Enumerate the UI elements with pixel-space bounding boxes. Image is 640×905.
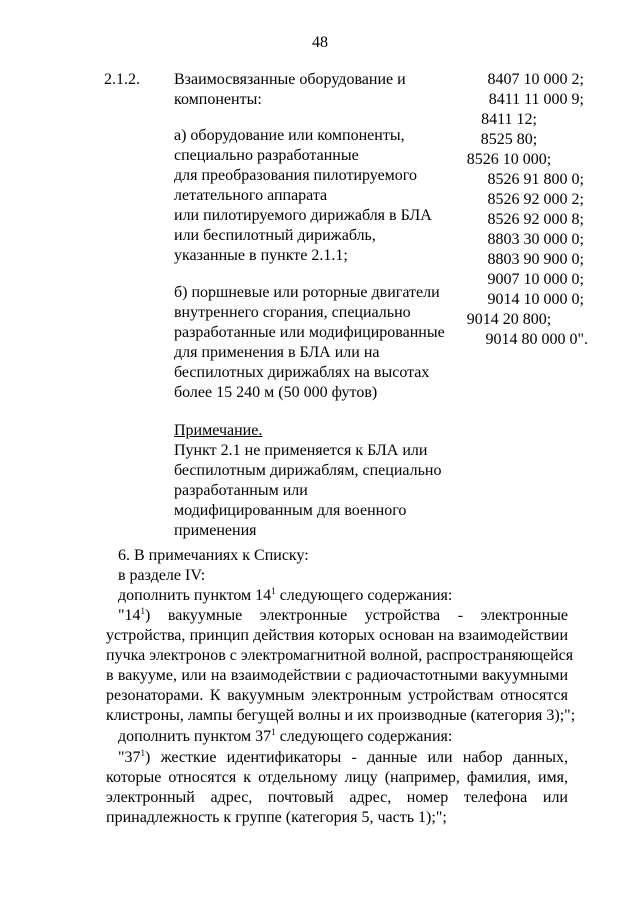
tn-ved-code: 8411 11 000 9; bbox=[488, 91, 584, 108]
tn-ved-code: 8525 80; bbox=[480, 131, 538, 148]
tn-ved-code: 8411 12; bbox=[481, 111, 537, 128]
tn-ved-code: 9014 80 000 0". bbox=[485, 331, 588, 348]
part-b-line: б) поршневые или роторные двигатели bbox=[174, 284, 440, 301]
note-line: разработанным или bbox=[174, 482, 308, 499]
tn-ved-code: 8526 92 000 2; bbox=[487, 191, 584, 208]
tn-ved-code: 8803 30 000 0; bbox=[487, 231, 584, 248]
paragraph-line: которые относятся к отдельному лицу (например, фамилия, имя, bbox=[106, 769, 568, 786]
note-line: Пункт 2.1 не применяется к БЛА или bbox=[174, 442, 428, 459]
amendment-instruction: дополнить пунктом $37^1$ следующего содержания: bbox=[118, 727, 453, 745]
tn-ved-code: 8526 92 000 8; bbox=[487, 211, 584, 228]
part-a-line: специально разработанные bbox=[174, 147, 359, 164]
paragraph-line: клистроны, лампы бегущей волны и их производные (категория 3);"; bbox=[106, 707, 576, 724]
section-heading: 6. В примечаниях к Списку: bbox=[118, 547, 309, 564]
item-number: 2.1.2. bbox=[104, 71, 140, 88]
section-subheading: в разделе IV: bbox=[118, 567, 206, 584]
paragraph-line: резонаторами. К вакуумным электронным устройствам относятся bbox=[106, 687, 568, 704]
part-a-line: для преобразования пилотируемого bbox=[174, 167, 417, 184]
tn-ved-code: 9014 10 000 0; bbox=[487, 291, 584, 308]
tn-ved-code: 8526 10 000; bbox=[466, 151, 552, 168]
paragraph-line: принадлежность к группе (категория 5, часть 1);"; bbox=[106, 809, 447, 826]
note-heading: Примечание. bbox=[174, 422, 263, 439]
part-b-line: для применения в БЛА или на bbox=[174, 344, 380, 361]
paragraph-line: электронный адрес, почтовый адрес, номер телефона или bbox=[106, 789, 568, 806]
tn-ved-code: 9014 20 800; bbox=[466, 311, 552, 328]
note-line: модифицированным для военного bbox=[174, 502, 407, 519]
part-b-line: беспилотных дирижаблях на высотах bbox=[174, 364, 430, 381]
amendment-instruction: дополнить пунктом $14^1$ следующего содержания: bbox=[118, 586, 453, 604]
paragraph-line: "$37^1$) жесткие идентификаторы - данные или набор данных, bbox=[118, 748, 568, 766]
part-a-line: а) оборудование или компоненты, bbox=[174, 127, 405, 144]
part-a-line: или пилотируемого дирижабля в БЛА bbox=[174, 207, 432, 224]
tn-ved-code: 8407 10 000 2; bbox=[487, 71, 584, 88]
part-a-line: указанные в пункте 2.1.1; bbox=[174, 247, 348, 264]
part-a-line: летательного аппарата bbox=[174, 187, 328, 204]
part-a-line: или беспилотный дирижабль, bbox=[174, 227, 376, 244]
tn-ved-code: 8803 90 900 0; bbox=[487, 251, 584, 268]
tn-ved-code: 8526 91 800 0; bbox=[487, 171, 584, 188]
part-b-line: внутреннего сгорания, специально bbox=[174, 304, 411, 321]
paragraph-line: в вакууме, или на взаимодействии с радиочастотными вакуумными bbox=[106, 667, 568, 684]
item-title-line: компоненты: bbox=[174, 91, 262, 108]
tn-ved-code: 9007 10 000 0; bbox=[487, 271, 584, 288]
part-b-line: разработанные или модифицированные bbox=[174, 324, 445, 341]
note-line: применения bbox=[174, 522, 257, 539]
page-number: 48 bbox=[312, 34, 328, 51]
paragraph-line: "$14^1$) вакуумные электронные устройства - электронные bbox=[118, 606, 568, 624]
item-title-line: Взаимосвязанные оборудование и bbox=[174, 71, 406, 88]
note-line: беспилотным дирижаблям, специально bbox=[174, 462, 442, 479]
paragraph-line: устройства, принцип действия которых основан на взаимодействии bbox=[106, 627, 568, 644]
part-b-line: более 15 240 м (50 000 футов) bbox=[174, 384, 378, 401]
paragraph-line: пучка электронов с электромагнитной волной, распространяющейся bbox=[106, 647, 574, 664]
